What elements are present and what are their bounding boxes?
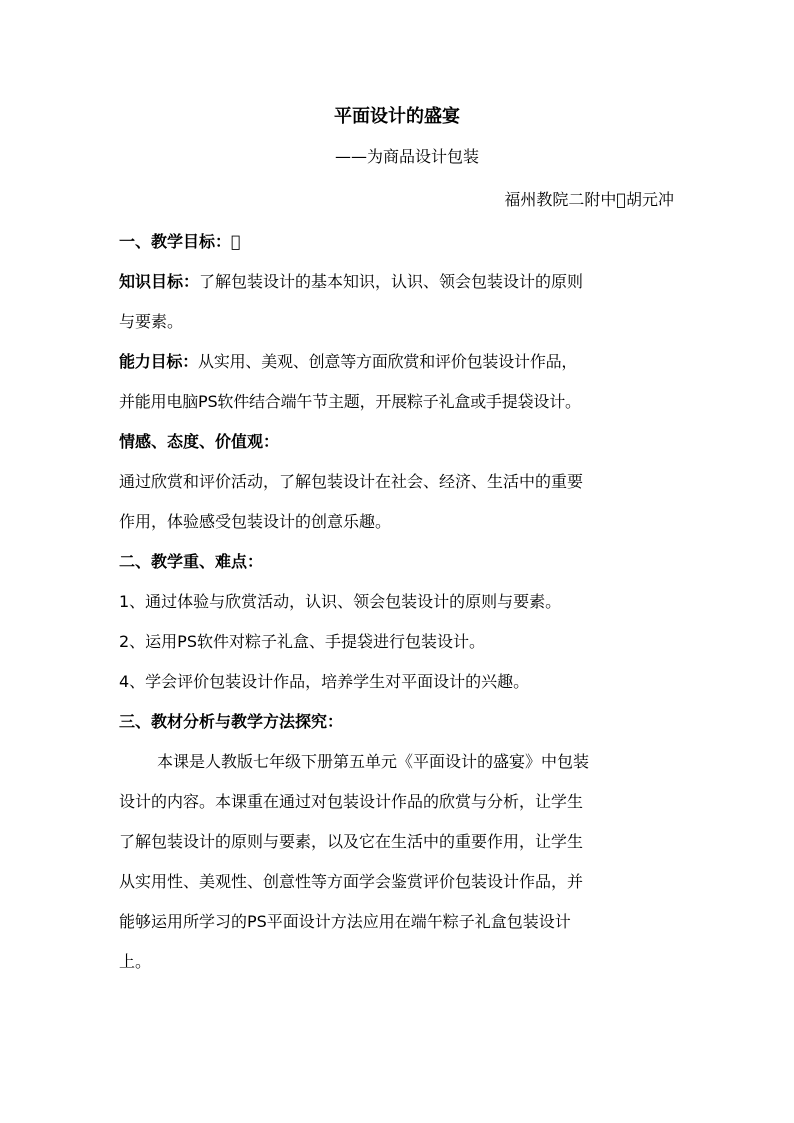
document-title: 平面设计的盛宴: [334, 106, 460, 127]
ability-objective-label: 能力目标：: [119, 352, 199, 371]
ability-objective-text: 从实用、美观、创意等方面欣赏和评价包装设计作品，: [198, 352, 578, 371]
knowledge-objective-label: 知识目标：: [119, 272, 200, 291]
knowledge-objective-text: 了解包装设计的基本知识，认识、领会包装设计的原则: [199, 272, 584, 291]
analysis-heading: 三、教材分析与教学方法探究：: [119, 712, 344, 731]
document-body: [119, 222, 679, 982]
ability-objective-line-1: [119, 342, 679, 382]
analysis-line-6: 上。: [119, 952, 152, 971]
analysis-line-4: 从实用性、美观性、创意性等方面学会鉴赏评价包装设计作品，并: [119, 872, 584, 891]
analysis-line-1: 本课是人教版七年级下册第五单元《平面设计的盛宴》中包装: [157, 752, 590, 771]
key-point-item-2: 2、运用PS软件对粽子礼盒、手提袋进行包装设计。: [119, 632, 485, 651]
key-point-item-1: 1、通过体验与欣赏活动，认识、领会包装设计的原则与要素。: [119, 592, 562, 611]
emotion-line-1: 通过欣赏和评价活动，了解包装设计在社会、经济、生活中的重要: [119, 472, 584, 491]
emotion-heading: 情感、态度、价值观：: [119, 432, 280, 451]
emotion-line-2: 作用，体验感受包装设计的创意乐趣。: [119, 512, 392, 531]
document-subtitle: ——为商品设计包装: [334, 147, 479, 166]
knowledge-objective-line-1: [119, 262, 679, 302]
analysis-line-5: 能够运用所学习的PS平面设计方法应用在端午粽子礼盒包装设计: [119, 912, 571, 931]
analysis-line-3: 了解包装设计的原则与要素，以及它在生活中的重要作用，让学生: [119, 832, 584, 851]
knowledge-objective-line-2: 与要素。: [119, 312, 184, 331]
key-point-item-3: 4、学会评价包装设计作品，培养学生对平面设计的兴趣。: [119, 672, 530, 691]
ability-objective-line-2: 并能用电脑PS软件结合端午节主题，开展粽子礼盒或手提袋设计。: [119, 392, 581, 411]
key-points-heading: 二、教学重、难点：: [119, 552, 264, 571]
objectives-heading: 一、教学目标： : [119, 232, 241, 251]
author-line: 福州教院二附中 胡元冲: [504, 190, 674, 209]
analysis-line-2: 设计的内容。本课重在通过对包装设计作品的欣赏与分析，让学生: [119, 792, 584, 811]
